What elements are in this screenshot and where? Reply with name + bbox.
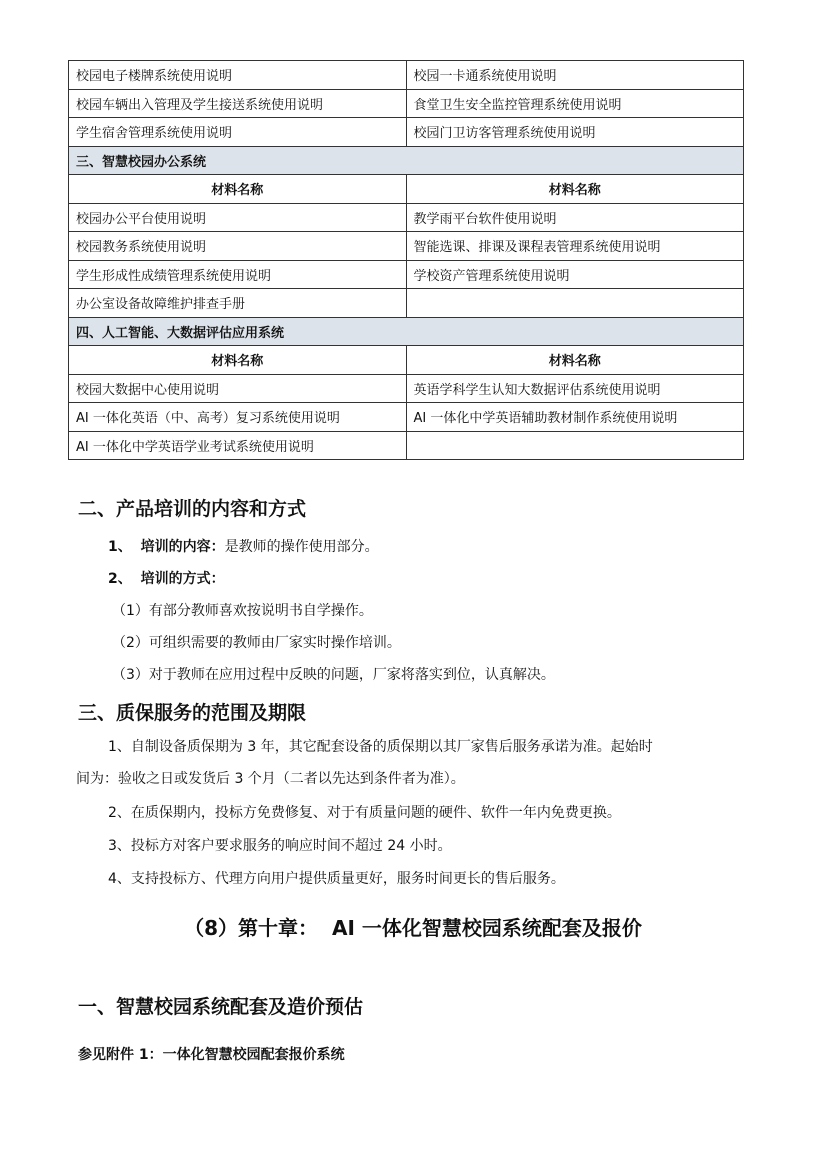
table-row: [69, 289, 744, 318]
training-sub-item: （2）可组织需要的教师由厂家实时操作培训。: [112, 635, 401, 651]
warranty-paragraph: 2、在质保期内，投标方免费修复、对于有质量问题的硬件、软件一年内免费更换。: [108, 805, 621, 821]
training-heading: 二、产品培训的内容和方式: [78, 498, 307, 520]
table-row: [69, 61, 744, 90]
table-cell: 校园办公平台使用说明: [69, 203, 407, 232]
table-row: [69, 118, 744, 147]
warranty-paragraph: 4、支持投标方、代理方向用户提供质量更好，服务时间更长的售后服务。: [108, 871, 565, 887]
table-row: [69, 431, 744, 460]
pricing-heading: 一、智慧校园系统配套及造价预估: [78, 996, 364, 1018]
column-header: 材料名称: [406, 346, 744, 375]
header-row: [69, 346, 744, 375]
column-header: 材料名称: [69, 175, 407, 204]
table-cell: AI 一体化中学英语辅助教材制作系统使用说明: [406, 403, 744, 432]
warranty-heading: 三、质保服务的范围及期限: [78, 702, 307, 724]
section-row: [69, 317, 744, 346]
training-sub-item: （1）有部分教师喜欢按说明书自学操作。: [112, 603, 373, 619]
table-cell: 教学雨平台软件使用说明: [406, 203, 744, 232]
table-cell: [406, 289, 744, 318]
training-sub-item: （3）对于教师在应用过程中反映的问题，厂家将落实到位，认真解决。: [112, 667, 555, 683]
table-row: [69, 203, 744, 232]
item-label: 培训的方式：: [140, 571, 225, 587]
table-cell: 校园教务系统使用说明: [69, 232, 407, 261]
column-header: 材料名称: [406, 175, 744, 204]
table-cell: 校园车辆出入管理及学生接送系统使用说明: [69, 89, 407, 118]
pricing-note: 参见附件 1：一体化智慧校园配套报价系统: [78, 1047, 345, 1063]
materials-table: [68, 60, 744, 460]
section-row: [69, 146, 744, 175]
table-cell: 智能选课、排课及课程表管理系统使用说明: [406, 232, 744, 261]
table-row: [69, 89, 744, 118]
table-cell: 校园一卡通系统使用说明: [406, 61, 744, 90]
table-cell: 学生形成性成绩管理系统使用说明: [69, 260, 407, 289]
table-cell: 学校资产管理系统使用说明: [406, 260, 744, 289]
item-number: 1、: [108, 539, 132, 555]
table-cell: AI 一体化中学英语学业考试系统使用说明: [69, 431, 407, 460]
table-row: [69, 403, 744, 432]
training-item-2: [108, 568, 225, 588]
table-row: [69, 232, 744, 261]
table-cell: [406, 431, 744, 460]
table-cell: 英语学科学生认知大数据评估系统使用说明: [406, 374, 744, 403]
item-number: 2、: [108, 571, 132, 587]
section-title: 三、智慧校园办公系统: [69, 146, 744, 175]
table-cell: AI 一体化英语（中、高考）复习系统使用说明: [69, 403, 407, 432]
training-item-1: [108, 536, 379, 556]
table-cell: 食堂卫生安全监控管理系统使用说明: [406, 89, 744, 118]
table-row: [69, 374, 744, 403]
table-cell: 校园门卫访客管理系统使用说明: [406, 118, 744, 147]
table-cell: 校园电子楼牌系统使用说明: [69, 61, 407, 90]
table-row: [69, 260, 744, 289]
chapter-title: （8）第十章： AI 一体化智慧校园系统配套及报价: [184, 916, 642, 940]
warranty-paragraph: 3、投标方对客户要求服务的响应时间不超过 24 小时。: [108, 838, 452, 854]
header-row: [69, 175, 744, 204]
item-label: 培训的内容：: [140, 539, 225, 555]
column-header: 材料名称: [69, 346, 407, 375]
table-cell: 办公室设备故障维护排查手册: [69, 289, 407, 318]
item-text: 是教师的操作使用部分。: [224, 539, 379, 555]
warranty-paragraph-cont: 间为：验收之日或发货后 3 个月（二者以先达到条件者为准）。: [76, 771, 465, 787]
table-cell: 学生宿舍管理系统使用说明: [69, 118, 407, 147]
warranty-paragraph: 1、自制设备质保期为 3 年，其它配套设备的质保期以其厂家售后服务承诺为准。起始时: [108, 739, 653, 755]
table-cell: 校园大数据中心使用说明: [69, 374, 407, 403]
section-title: 四、人工智能、大数据评估应用系统: [69, 317, 744, 346]
